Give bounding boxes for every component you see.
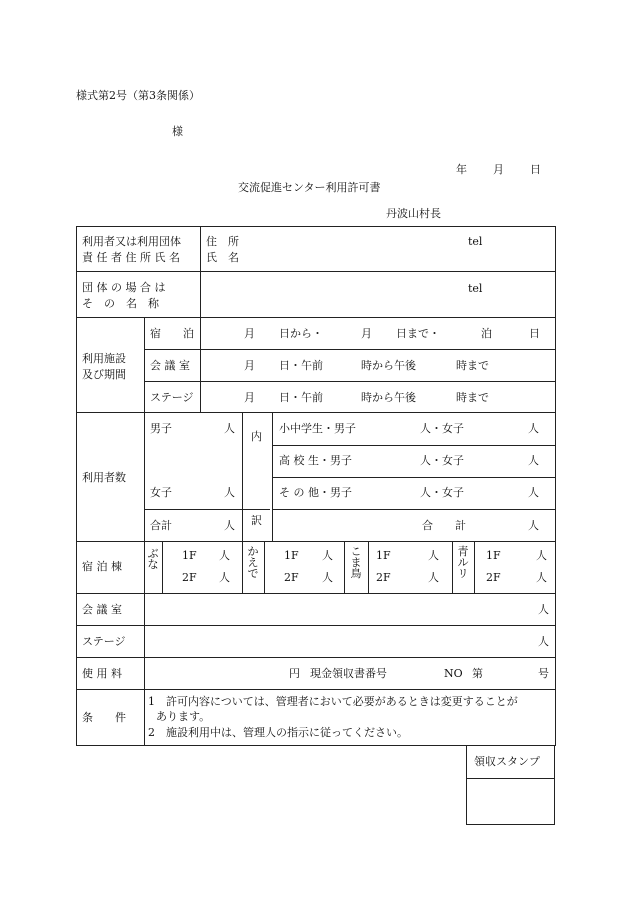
condition-1-line2: あります。: [156, 710, 211, 723]
lodging-nights-label: 泊: [481, 327, 492, 340]
total-unit: 人: [224, 519, 235, 532]
stage-until-label: 時まで: [456, 391, 489, 404]
col-line: [264, 541, 265, 593]
aoruri-1f-label: 1F: [486, 549, 501, 562]
col-line: [452, 541, 453, 593]
row-line: [76, 317, 556, 318]
date-month-label: 月: [493, 163, 504, 176]
applicant-label-line2: 責 任 者 住 所 氏 名: [82, 251, 180, 264]
aoruri-2f-unit: 人: [536, 571, 547, 584]
users-other-unit: 人: [528, 486, 539, 499]
users-highschool-unit: 人: [528, 454, 539, 467]
receipt-stamp-label: 領収スタンプ: [474, 755, 540, 768]
conference-pm-label: 時から午後: [361, 359, 416, 372]
row-line: [144, 509, 270, 510]
users-other-female: 人・女子: [420, 486, 464, 499]
users-highschool-female: 人・女子: [420, 454, 464, 467]
conference-unit: 人: [538, 603, 549, 616]
col-line: [144, 689, 145, 745]
border-line: [466, 746, 467, 825]
users-category-highschool: 高 校 生・男子: [279, 454, 352, 467]
permit-form-table: [76, 226, 556, 746]
lodging-label: 宿 泊 棟: [82, 560, 122, 573]
row-line: [272, 445, 556, 446]
facility-label-line1: 利用施設: [82, 352, 126, 365]
facility-lodging-name: 宿 泊: [150, 327, 194, 340]
date-year-label: 年: [456, 163, 467, 176]
kaede-1f-unit: 人: [322, 549, 333, 562]
facility-stage-name: ステージ: [150, 391, 194, 404]
row-line: [76, 625, 556, 626]
building-buna-name: ぶな: [147, 547, 159, 571]
users-sum-unit: 人: [528, 519, 539, 532]
col-line: [242, 412, 243, 541]
fee-label: 使 用 料: [82, 667, 122, 680]
col-line: [200, 226, 201, 317]
row-line: [272, 509, 556, 510]
address-label: 住 所: [206, 235, 239, 248]
row-line: [144, 381, 556, 382]
aoruri-1f-unit: 人: [536, 549, 547, 562]
total-label: 合計: [150, 519, 172, 532]
row-line: [272, 477, 556, 478]
users-label: 利用者数: [82, 471, 126, 484]
breakdown-label-bottom: 訳: [251, 514, 262, 527]
row-line: [76, 689, 556, 690]
breakdown-label-top: 内: [251, 430, 262, 443]
users-category-other: そ の 他・男子: [279, 486, 352, 499]
applicant-label-line1: 利用者又は利用団体: [82, 235, 181, 248]
receipt-stamp-box: [466, 746, 555, 825]
stage-unit: 人: [538, 635, 549, 648]
female-label: 女子: [150, 486, 172, 499]
lodging-until-label: 日まで・: [396, 327, 440, 340]
buna-1f-label: 1F: [182, 549, 197, 562]
aoruri-2f-label: 2F: [486, 571, 501, 584]
users-sum-label: 合 計: [422, 519, 466, 532]
group-label-line1: 団 体 の 場 合 は: [82, 281, 166, 294]
col-line: [368, 541, 369, 593]
users-children-female: 人・女子: [420, 422, 464, 435]
condition-1-line1: 1 許可内容については、管理者において必要があるときは変更することが: [148, 695, 518, 708]
row-line: [76, 593, 556, 594]
col-line: [144, 593, 145, 689]
receipt-dai-label: 第: [472, 667, 483, 680]
conditions-label: 条 件: [82, 711, 126, 724]
buna-2f-label: 2F: [182, 571, 197, 584]
border-line: [466, 824, 555, 825]
condition-2: 2 施設利用中は、管理人の指示に従ってください。: [148, 726, 408, 739]
receipt-number-label: 現金領収書番号: [310, 667, 387, 680]
building-aoruri-name: 青ルリ: [457, 545, 469, 580]
komadori-2f-unit: 人: [428, 571, 439, 584]
kaede-2f-unit: 人: [322, 571, 333, 584]
stage-pm-label: 時から午後: [361, 391, 416, 404]
border-line: [554, 746, 555, 825]
border-line: [555, 226, 556, 746]
lodging-from-label: 日から・: [279, 327, 323, 340]
lodging-days-label: 日: [529, 327, 540, 340]
col-line: [474, 541, 475, 593]
conference-am-label: 日・午前: [279, 359, 323, 372]
row-line: [466, 778, 555, 779]
buna-1f-unit: 人: [219, 549, 230, 562]
row-line: [76, 412, 556, 413]
col-line: [242, 541, 243, 593]
komadori-1f-unit: 人: [428, 549, 439, 562]
col-line: [272, 412, 273, 541]
komadori-1f-label: 1F: [376, 549, 391, 562]
male-unit: 人: [224, 422, 235, 435]
komadori-2f-label: 2F: [376, 571, 391, 584]
building-komadori-name: こま鳥: [350, 545, 362, 580]
date-day-label: 日: [530, 163, 541, 176]
male-label: 男子: [150, 422, 172, 435]
form-reference: 様式第2号（第3条関係）: [76, 89, 200, 102]
stage-am-label: 日・午前: [279, 391, 323, 404]
row-line: [76, 541, 556, 542]
group-label-line2: そ の 名 称: [82, 297, 159, 310]
applicant-tel-label: tel: [468, 235, 483, 248]
buna-2f-unit: 人: [219, 571, 230, 584]
row-line: [76, 657, 556, 658]
lodging-month-label: 月: [244, 327, 255, 340]
stage-label: ステージ: [82, 635, 126, 648]
document-title: 交流促進センター利用許可書: [238, 181, 381, 194]
col-line: [200, 317, 201, 412]
col-line: [144, 541, 145, 593]
conference-label: 会 議 室: [82, 603, 122, 616]
building-kaede-name: かえで: [247, 545, 259, 580]
lodging-month2-label: 月: [361, 327, 372, 340]
receipt-go-label: 号: [538, 667, 549, 680]
receipt-no-label: NO: [444, 667, 463, 680]
kaede-1f-label: 1F: [284, 549, 299, 562]
conference-month-label: 月: [244, 359, 255, 372]
facility-conference-name: 会 議 室: [150, 359, 190, 372]
female-unit: 人: [224, 486, 235, 499]
border-line: [76, 226, 77, 746]
col-line: [162, 541, 163, 593]
border-line: [76, 226, 556, 227]
col-line: [344, 541, 345, 593]
addressee-suffix: 様: [172, 125, 183, 138]
conference-until-label: 時まで: [456, 359, 489, 372]
issuer-name: 丹波山村長: [386, 207, 441, 220]
col-line: [144, 317, 145, 541]
issue-date: [456, 161, 541, 177]
name-label: 氏 名: [206, 251, 239, 264]
kaede-2f-label: 2F: [284, 571, 299, 584]
facility-label-line2: 及び期間: [82, 368, 126, 381]
users-category-children: 小中学生・男子: [279, 422, 356, 435]
users-children-unit: 人: [528, 422, 539, 435]
group-tel-label: tel: [468, 282, 483, 295]
row-line: [144, 349, 556, 350]
row-line: [76, 271, 556, 272]
stage-month-label: 月: [244, 391, 255, 404]
fee-yen-label: 円: [289, 667, 300, 680]
